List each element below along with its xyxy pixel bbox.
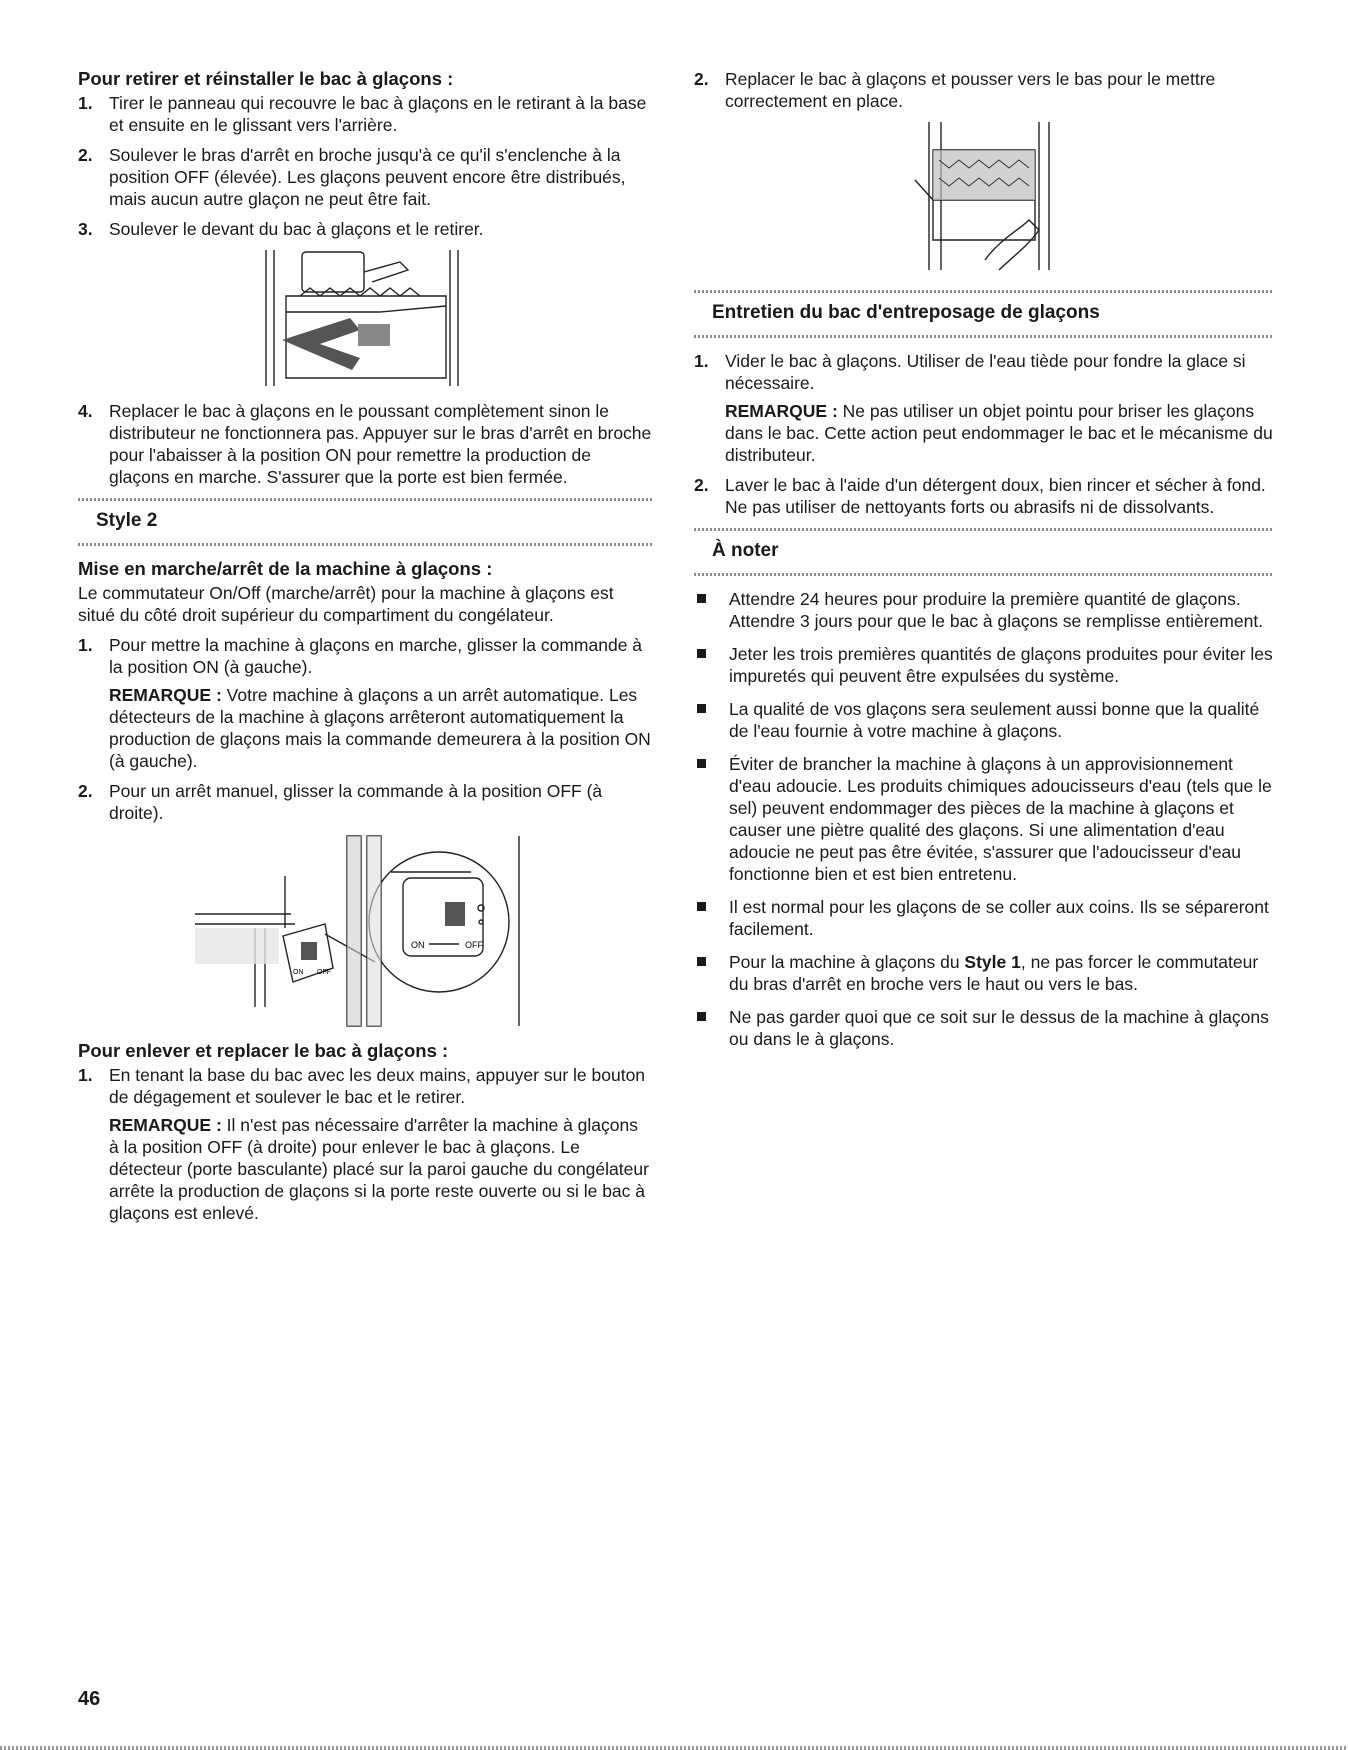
note-label: REMARQUE :	[109, 685, 222, 705]
steps-remove-replace	[78, 1064, 652, 1224]
step-number: 2.	[78, 145, 93, 165]
dotted-rule	[694, 528, 1274, 531]
list-text: Ne pas garder quoi que ce soit sur le dessus de la machine à glaçons ou dans le à glaçons.	[729, 1007, 1269, 1049]
steps-remove-reinstall	[78, 92, 652, 240]
step-text: Replacer le bac à glaçons en le poussant complètement sinon le distributeur ne fonctionnera pas. Appuyer sur le bras d'arrêt en broche pour l'abaisser à la position ON pour remettre la production de glaçons en marche. S'assurer que la porte est bien fermée.	[109, 401, 652, 487]
bullet-icon	[697, 902, 706, 911]
step-number: 2.	[694, 69, 709, 89]
list-text: Il est normal pour les glaçons de se coller aux coins. Ils se sépareront facilement.	[729, 897, 1269, 939]
note-label: REMARQUE :	[109, 1115, 222, 1135]
step-text: Pour un arrêt manuel, glisser la commande à la position OFF (à droite).	[109, 781, 603, 823]
steps-remove-reinstall-cont	[78, 400, 652, 488]
page-number: 46	[78, 1688, 101, 1710]
section-heading-on-off: Mise en marche/arrêt de la machine à glaçons :	[78, 558, 493, 579]
step-number: 2.	[694, 475, 709, 495]
step-item	[78, 1064, 652, 1224]
bottom-dotted-rule	[0, 1746, 1348, 1750]
ice-bin-replace-illustration	[889, 120, 1079, 280]
ice-bin-removal-illustration	[260, 248, 470, 390]
steps-care	[694, 350, 1274, 518]
switch-on-label-small: ON	[293, 969, 304, 976]
step-item	[78, 400, 652, 488]
section-heading-remove-replace: Pour enlever et replacer le bac à glaçons :	[78, 1040, 449, 1061]
bullet-icon	[697, 594, 706, 603]
list-text: Jeter les trois premières quantités de glaçons produites pour éviter les impuretés qui peuvent être expulsées du système.	[729, 644, 1273, 686]
switch-off-label-small: OFF	[317, 969, 331, 976]
note-text: Il n'est pas nécessaire d'arrêter la machine à glaçons à la position OFF (à droite) pour enlever le bac à glaçons. Le détecteur (porte basculante) placé sur la paroi gauche du congélateur arrête la production de glaçons si la porte reste ouverte ou si le bac à glaçons est enlevé.	[109, 1115, 649, 1223]
step-number: 1.	[78, 1065, 93, 1085]
list-item	[694, 643, 1274, 687]
section-title: Style 2	[96, 510, 158, 531]
section-bar-notes	[694, 528, 1274, 576]
note-label: REMARQUE :	[725, 401, 838, 421]
note-text: Votre machine à glaçons a un arrêt automatique. Les détecteurs de la machine à glaçons arrêteront automatiquement la production de glaçons mais la commande demeurera à la position ON (à gauche).	[109, 685, 651, 771]
list-item	[694, 588, 1274, 632]
right-column	[694, 68, 1274, 1061]
step-text: Pour mettre la machine à glaçons en marche, glisser la commande à la position ON (à gauche).	[109, 635, 643, 677]
step-text: Laver le bac à l'aide d'un détergent doux, bien rincer et sécher à fond. Ne pas utiliser de nettoyants forts ou abrasifs ni de dissolvants.	[725, 475, 1266, 517]
list-item	[694, 951, 1274, 995]
list-item	[694, 1006, 1274, 1050]
list-item	[694, 698, 1274, 742]
step-number: 2.	[78, 781, 93, 801]
note	[109, 684, 652, 772]
step-item	[694, 474, 1274, 518]
step-item	[78, 144, 652, 210]
switch-off-label-large: OFF	[465, 940, 483, 950]
section-bar-style2	[78, 498, 652, 546]
dotted-rule	[694, 290, 1274, 293]
list-text: Éviter de brancher la machine à glaçons à un approvisionnement d'eau adoucie. Les produits chimiques adoucisseurs d'eau (tels que le sel) peuvent endommager des pièces de la machine à glaçons et causer une piètre qualité des glaçons. Si une alimentation d'eau adoucie ne peut pas être évitée, s'assurer que l'adoucisseur d'eau fonctionne bien et est bien entretenu.	[729, 754, 1272, 884]
list-text-bold: Style 1	[964, 952, 1021, 972]
step-item	[78, 92, 652, 136]
step-text: Tirer le panneau qui recouvre le bac à glaçons en le retirant à la base et ensuite en le glissant vers l'arrière.	[109, 93, 647, 135]
dotted-rule	[694, 573, 1274, 576]
step-number: 1.	[694, 351, 709, 371]
step-number: 1.	[78, 93, 93, 113]
section-bar-care	[694, 290, 1274, 338]
dotted-rule	[78, 498, 652, 501]
step-text: En tenant la base du bac avec les deux mains, appuyer sur le bouton de dégagement et soulever le bac et le retirer.	[109, 1065, 646, 1107]
list-item	[694, 896, 1274, 940]
dotted-rule	[78, 543, 652, 546]
section-title: Entretien du bac d'entreposage de glaçons	[712, 302, 1100, 323]
switch-on-label-large: ON	[411, 940, 425, 950]
step-item	[78, 218, 652, 240]
step-text: Soulever le devant du bac à glaçons et le retirer.	[109, 219, 484, 239]
notes-list	[694, 588, 1274, 1050]
step-item	[78, 780, 652, 824]
step-item	[694, 350, 1274, 466]
steps-on-off	[78, 634, 652, 824]
list-text: , ne pas forcer le commutateur du bras d'arrêt en broche vers le haut ou vers le bas.	[729, 952, 1259, 994]
bullet-icon	[697, 1012, 706, 1021]
left-column	[78, 68, 652, 1232]
list-text: La qualité de vos glaçons sera seulement aussi bonne que la qualité de l'eau fournie à votre machine à glaçons.	[729, 699, 1260, 741]
step-number: 1.	[78, 635, 93, 655]
dotted-rule	[694, 335, 1274, 338]
note	[725, 400, 1274, 466]
list-text: Pour la machine à glaçons du	[729, 952, 965, 972]
step-number: 4.	[78, 401, 93, 421]
section-heading-remove-reinstall: Pour retirer et réinstaller le bac à glaçons :	[78, 68, 454, 89]
step-item	[78, 634, 652, 772]
step-item	[694, 68, 1274, 112]
on-off-intro: Le commutateur On/Off (marche/arrêt) pour la machine à glaçons est situé du côté droit supérieur du compartiment du congélateur.	[78, 583, 614, 625]
step-text: Vider le bac à glaçons. Utiliser de l'eau tiède pour fondre la glace si nécessaire.	[725, 351, 1246, 393]
section-title: À noter	[712, 540, 779, 561]
steps-remove-replace-cont	[694, 68, 1274, 112]
step-number: 3.	[78, 219, 93, 239]
on-off-switch-illustration	[175, 832, 555, 1030]
list-text: Attendre 24 heures pour produire la première quantité de glaçons. Attendre 3 jours pour que le bac à glaçons se remplisse entièrement.	[729, 589, 1264, 631]
bullet-icon	[697, 704, 706, 713]
note-text: Ne pas utiliser un objet pointu pour briser les glaçons dans le bac. Cette action peut endommager le bac et le mécanisme du distributeur.	[725, 401, 1273, 465]
list-item	[694, 753, 1274, 885]
step-text: Replacer le bac à glaçons et pousser vers le bas pour le mettre correctement en place.	[725, 69, 1216, 111]
step-text: Soulever le bras d'arrêt en broche jusqu'à ce qu'il s'enclenche à la position OFF (élevée). Les glaçons peuvent encore être distribués, mais aucun autre glaçon ne peut être fait.	[109, 145, 626, 209]
note	[109, 1114, 652, 1224]
bullet-icon	[697, 649, 706, 658]
bullet-icon	[697, 759, 706, 768]
bullet-icon	[697, 957, 706, 966]
